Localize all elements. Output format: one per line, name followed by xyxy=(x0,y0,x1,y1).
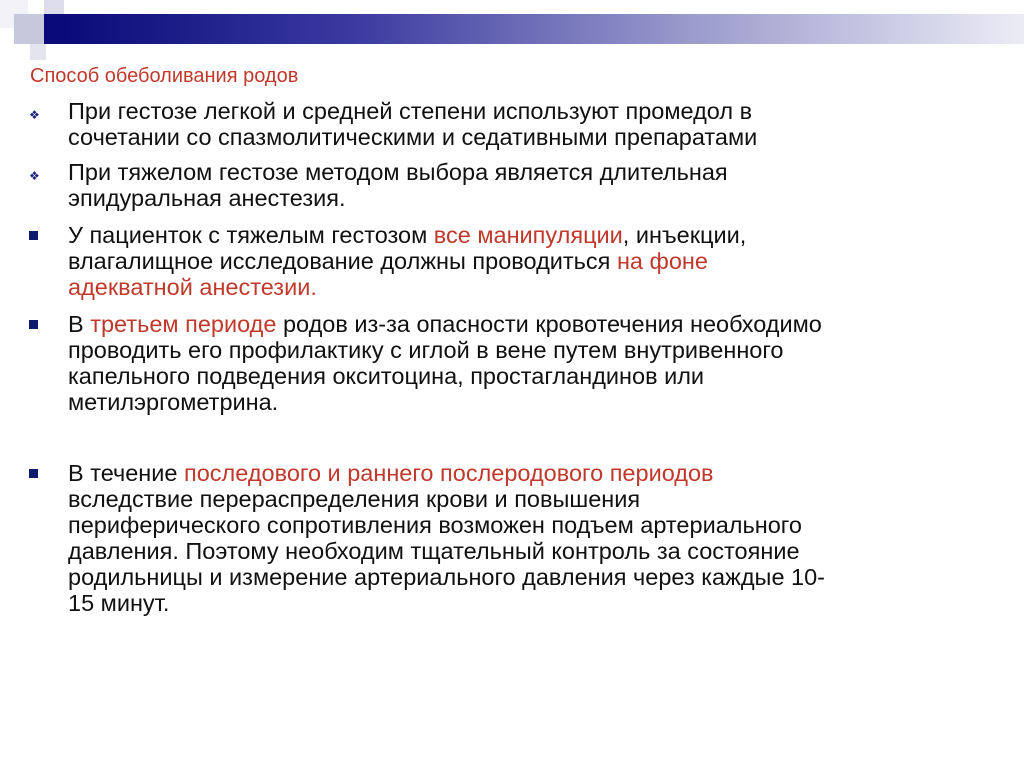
title-banner xyxy=(64,14,1024,44)
bullet-text: У пациенток с тяжелым гестозом все манипуляции, инъекции, влагалищное исследование должны проводиться на фоне адекватной анестезии. xyxy=(68,222,747,300)
decor-square xyxy=(30,44,46,60)
diamond-bullet-icon: ❖ xyxy=(29,108,40,122)
highlight-text: последового и раннего послеродового периодов xyxy=(184,460,714,486)
decor-square xyxy=(44,0,64,14)
highlight-text: все манипуляции xyxy=(433,222,623,248)
bullet-text: При тяжелом гестозе методом выбора является длительная эпидуральная анестезия. xyxy=(68,159,728,211)
slide-subtitle: Способ обеболивания родов xyxy=(30,65,299,87)
highlight-text: адекватной анестезии. xyxy=(68,274,317,300)
diamond-bullet-icon: ❖ xyxy=(29,169,40,183)
decor-square xyxy=(44,14,64,44)
highlight-text: третьем периоде xyxy=(90,311,277,337)
decor-square xyxy=(14,14,44,44)
bullet-text: При гестозе легкой и средней степени используют промедол в сочетании со спазмолитическими и седативными препаратами xyxy=(68,98,758,150)
bullet-text: В третьем периоде родов из-за опасности кровотечения необходимо проводить его профилактику с иглой в вене путем внутривенного капельного подведения окситоцина, простагландинов или метилэргометрина. xyxy=(68,311,822,415)
bullet-text: В течение последового и раннего послеродового периодов вследствие перераспределения крови и повышения периферического сопротивления возможен подъем артериального давления. Поэтому необходим тщательный контроль за состояние родильницы и измерение артериального давления через каждые 10- 15 минут. xyxy=(68,460,826,616)
highlight-text: на фоне xyxy=(616,248,708,274)
square-bullet-icon xyxy=(29,231,38,240)
square-bullet-icon xyxy=(29,320,38,329)
square-bullet-icon xyxy=(29,469,38,478)
